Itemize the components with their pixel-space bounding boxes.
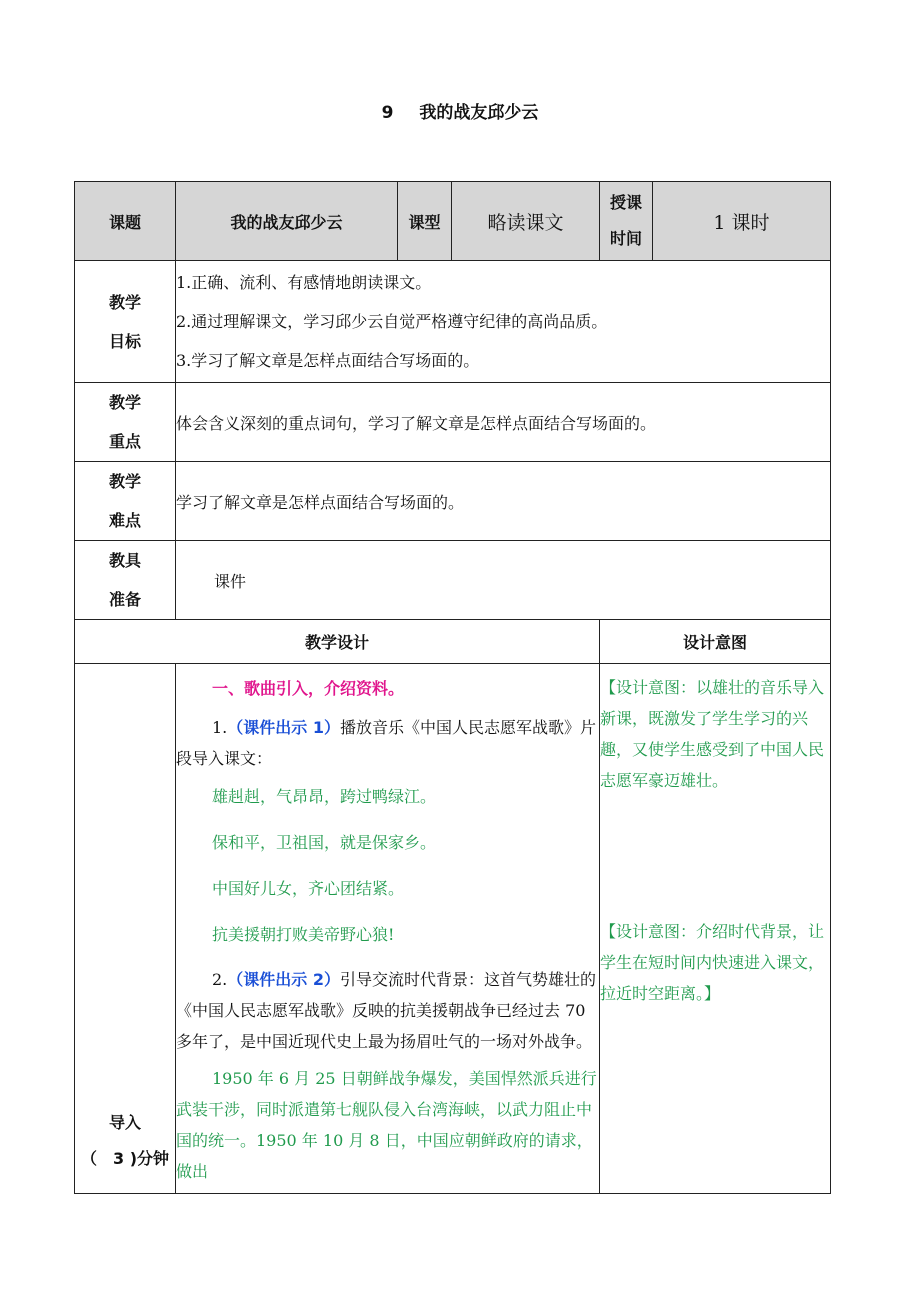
intro-row [75,664,831,1194]
lesson-title [0,98,920,123]
step-2-text: 引导交流时代背景：这首气势雄壮的《中国人民志愿军战歌》反映的抗美援朝战争已经过去 70 多年了，是中国近现代史上最为扬眉吐气的一场对外战争。 [176,970,596,1051]
tools-label-line-2: 准备 [108,590,141,609]
section-heading: 一、歌曲引入，介绍资料。 [212,679,405,698]
lyric-line: 抗美援朝打败美帝野心狼! [212,925,395,944]
focus-row [75,383,831,462]
goals-row [75,261,831,383]
step-1-tag: （课件出示 1） [227,718,340,737]
goals-label [75,261,176,383]
difficulty-row [75,462,831,541]
goal-item: 2.通过理解课文，学习邱少云自觉严格遵守纪律的高尚品质。 [176,312,608,331]
focus-label [75,383,176,462]
tools-label-line-1: 教具 [108,551,141,570]
intent-content [600,664,831,1194]
time-label-line-1: 授课 [609,193,642,212]
type-value: 略读课文 [452,182,600,261]
topic-label: 课题 [75,182,176,261]
goals-content [176,261,831,383]
difficulty-label-line-2: 难点 [108,511,141,530]
stage-label [75,664,176,1194]
lyric-line: 中国好儿女，齐心团结紧。 [212,879,405,898]
difficulty-label [75,462,176,541]
goals-label-line-2: 目标 [108,331,141,351]
design-content [176,664,600,1194]
tools-row [75,541,831,620]
intent-note-2: 【设计意图：介绍时代背景，让学生在短时间内快速进入课文，拉近时空距离。】 [600,922,825,1003]
time-value: 1 课时 [653,182,831,261]
lesson-title-text: 我的战友邱少云 [419,103,539,123]
lesson-plan-table [74,181,831,1194]
stage-label-line-1: 导入 [108,1113,141,1132]
stage-label-line-2: （ 3 )分钟 [80,1149,170,1168]
time-label-line-2: 时间 [609,229,642,248]
goal-item: 1.正确、流利、有感情地朗读课文。 [176,273,432,292]
goals-label-line-1: 教学 [108,292,141,312]
step-1-text: 播放音乐《中国人民志愿军战歌》片段导入课文： [176,718,596,768]
focus-label-line-2: 重点 [108,432,141,451]
step-1-number: 1. [212,718,228,737]
step-2 [176,964,599,1057]
difficulty-content: 学习了解文章是怎样点面结合写场面的。 [176,462,831,541]
focus-content: 体会含义深刻的重点词句，学习了解文章是怎样点面结合写场面的。 [176,383,831,462]
tools-content: 课件 [176,541,831,620]
topic-value: 我的战友邱少云 [176,182,398,261]
intent-note-1: 【设计意图：以雄壮的音乐导入新课，既激发了学生学习的兴趣，又使学生感受到了中国人民志愿军豪迈雄壮。 [600,678,825,790]
goal-item: 3.学习了解文章是怎样点面结合写场面的。 [176,351,480,370]
difficulty-label-line-1: 教学 [108,472,141,491]
focus-label-line-1: 教学 [108,393,141,412]
lesson-number: 9 [381,103,394,123]
step-1 [176,712,599,774]
time-label [600,182,653,261]
tools-label [75,541,176,620]
type-label: 课型 [398,182,452,261]
step-2-number: 2. [212,970,228,989]
lyric-line: 保和平，卫祖国，就是保家乡。 [212,833,437,852]
lyric-line: 雄赳赳，气昂昂，跨过鸭绿江。 [212,787,437,806]
design-header: 教学设计 [75,620,600,664]
history-text: 1950 年 6 月 25 日朝鲜战争爆发，美国悍然派兵进行武装干涉，同时派遣第七舰队侵入台湾海峡，以武力阻止中国的统一。1950 年 10 月 8 日，中国应朝鲜政府的请求，做出 [176,1069,597,1181]
intent-header: 设计意图 [600,620,831,664]
step-2-tag: （课件出示 2） [227,970,340,989]
design-header-row [75,620,831,664]
header-row [75,182,831,261]
